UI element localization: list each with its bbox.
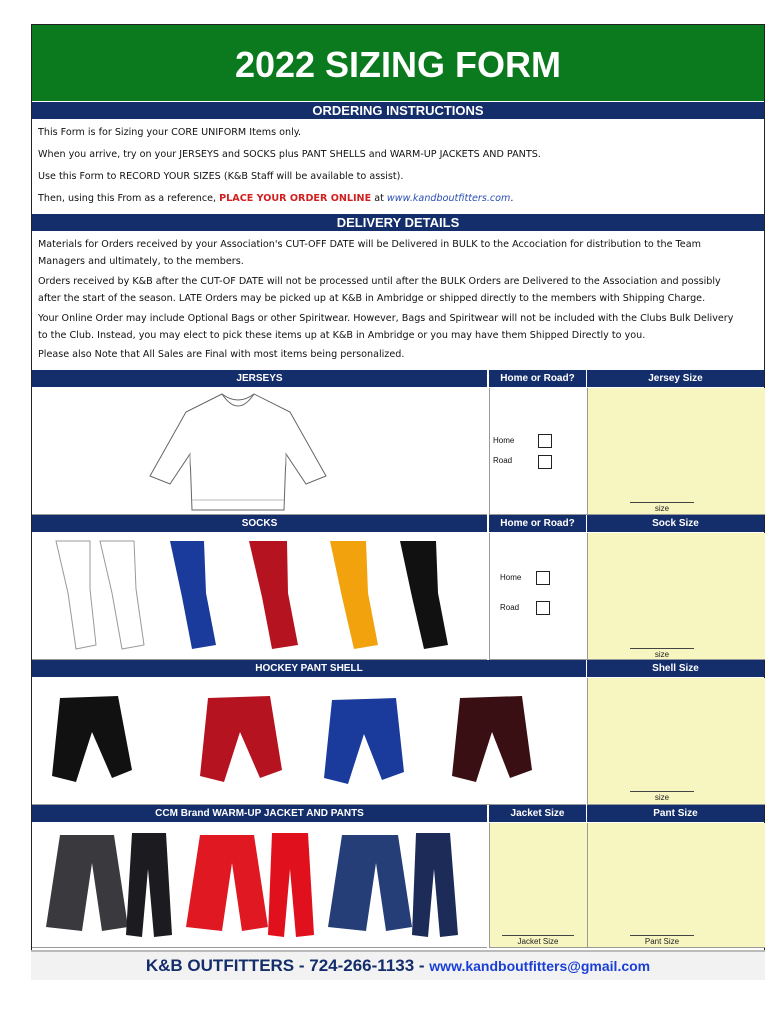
warmup-pant-size-line <box>630 935 694 936</box>
pant-size-header: Pant Size <box>587 805 764 822</box>
instruction-line-4-mid: at <box>371 193 387 204</box>
warmup-image-cell <box>32 823 487 948</box>
sock-red <box>249 541 298 649</box>
jacket-size-header: Jacket Size <box>489 805 586 822</box>
jersey-home-road-cell <box>489 388 587 515</box>
sock-blue <box>170 541 216 649</box>
footer <box>31 950 765 980</box>
jersey-road-checkbox[interactable] <box>538 455 552 469</box>
delivery-paragraph-4: Please also Note that All Sales are Final with most items being personalized. <box>38 349 405 360</box>
instruction-line-3: Use this Form to RECORD YOUR SIZES (K&B Staff will be available to assist). <box>38 171 404 182</box>
pant-maroon <box>452 696 532 782</box>
jersey-size-label: size <box>654 504 670 513</box>
jacket-black <box>46 835 128 931</box>
pant-shell-header: HOCKEY PANT SHELL <box>32 660 586 677</box>
jacket-size-label: Jacket Size <box>517 937 559 946</box>
sock-size-cell[interactable] <box>587 533 765 660</box>
socks-home-road-header: Home or Road? <box>489 515 586 532</box>
shell-size-line <box>630 791 694 792</box>
pant-blue <box>324 698 404 784</box>
instruction-line-4 <box>38 190 738 207</box>
socks-home-road-cell <box>489 533 587 660</box>
warmup-pant-red <box>268 833 314 937</box>
socks-image <box>32 533 487 659</box>
sock-gold <box>330 541 378 649</box>
footer-contact <box>31 952 765 980</box>
sizing-form <box>31 24 765 979</box>
sock-black <box>400 541 448 649</box>
shell-size-cell[interactable] <box>587 678 765 805</box>
jacket-size-cell[interactable] <box>489 823 587 948</box>
footer-company: K&B OUTFITTERS - 724-266-1133 - <box>145 956 430 975</box>
instruction-line-4-pre: Then, using this From as a reference, <box>38 193 220 204</box>
pant-shell-image-cell <box>32 678 586 805</box>
jersey-road-label: Road <box>493 456 513 465</box>
socks-home-label: Home <box>500 573 522 582</box>
socks-road-checkbox[interactable] <box>536 601 550 615</box>
warmup-header: CCM Brand WARM-UP JACKET AND PANTS <box>32 805 487 822</box>
jersey-home-label: Home <box>493 436 515 445</box>
sock-size-line <box>630 648 694 649</box>
jerseys-home-road-header: Home or Road? <box>489 370 586 387</box>
socks-road-label: Road <box>500 603 520 612</box>
sock-size-header: Sock Size <box>587 515 764 532</box>
website-link[interactable]: www.kandboutfitters.com <box>386 193 511 204</box>
delivery-paragraph-1: Materials for Orders received by your Association's CUT-OFF DATE will be Delivered in BULK to the Accociation for distribution to the Team Managers and ultimately, to the members. <box>38 239 701 267</box>
warmup-pant-black <box>126 833 172 937</box>
jacket-size-line <box>502 935 574 936</box>
delivery-paragraph-2: Orders received by K&B after the CUT-OF DATE will not be processed until after the BULK Orders are Delivered to the Association and possibly after the start of the season. LATE Orders may be picked up at K&B in Ambridge or shipped directly to the members with Shipping Charge. <box>38 276 721 304</box>
jacket-navy <box>328 835 412 931</box>
jersey-image-cell <box>32 388 487 515</box>
page-title: 2022 SIZING FORM <box>32 25 764 101</box>
jersey-size-cell[interactable] <box>587 388 765 515</box>
shell-size-header: Shell Size <box>587 660 764 677</box>
jersey-size-line <box>630 502 694 503</box>
warmup-image <box>32 823 487 947</box>
jerseys-header: JERSEYS <box>32 370 487 387</box>
pant-black <box>52 696 132 782</box>
jersey-image <box>32 388 487 514</box>
pant-red <box>200 696 282 782</box>
ordering-instructions-header: ORDERING INSTRUCTIONS <box>32 102 764 119</box>
socks-header: SOCKS <box>32 515 487 532</box>
place-order-online: PLACE YOUR ORDER ONLINE <box>219 193 372 204</box>
warmup-pant-size-label: Pant Size <box>644 937 680 946</box>
socks-home-checkbox[interactable] <box>536 571 550 585</box>
jersey-home-checkbox[interactable] <box>538 434 552 448</box>
warmup-pant-size-cell[interactable] <box>587 823 765 948</box>
jacket-red <box>186 835 268 931</box>
sock-size-label: size <box>654 650 670 659</box>
instruction-line-4-end: . <box>510 193 514 204</box>
shell-size-label: size <box>654 793 670 802</box>
pant-shell-image <box>32 678 586 804</box>
delivery-details-header: DELIVERY DETAILS <box>32 214 764 231</box>
delivery-paragraph-3: Your Online Order may include Optional Bags or other Spiritwear. However, Bags and Spiritwear will not be included with the Clubs Bulk Delivery to the Club. Instead, you may elect to pick these items up at K&B in Ambridge or you may have them Shipped Directly to you. <box>38 313 734 341</box>
socks-image-cell <box>32 533 487 660</box>
warmup-pant-navy <box>412 833 458 937</box>
instruction-line-2: When you arrive, try on your JERSEYS and SOCKS plus PANT SHELLS and WARM-UP JACKETS AND PANTS. <box>38 149 541 160</box>
footer-email[interactable]: www.kandboutfitters@gmail.com <box>429 958 651 974</box>
instruction-line-1: This Form is for Sizing your CORE UNIFORM Items only. <box>38 127 302 138</box>
jersey-size-header: Jersey Size <box>587 370 764 387</box>
